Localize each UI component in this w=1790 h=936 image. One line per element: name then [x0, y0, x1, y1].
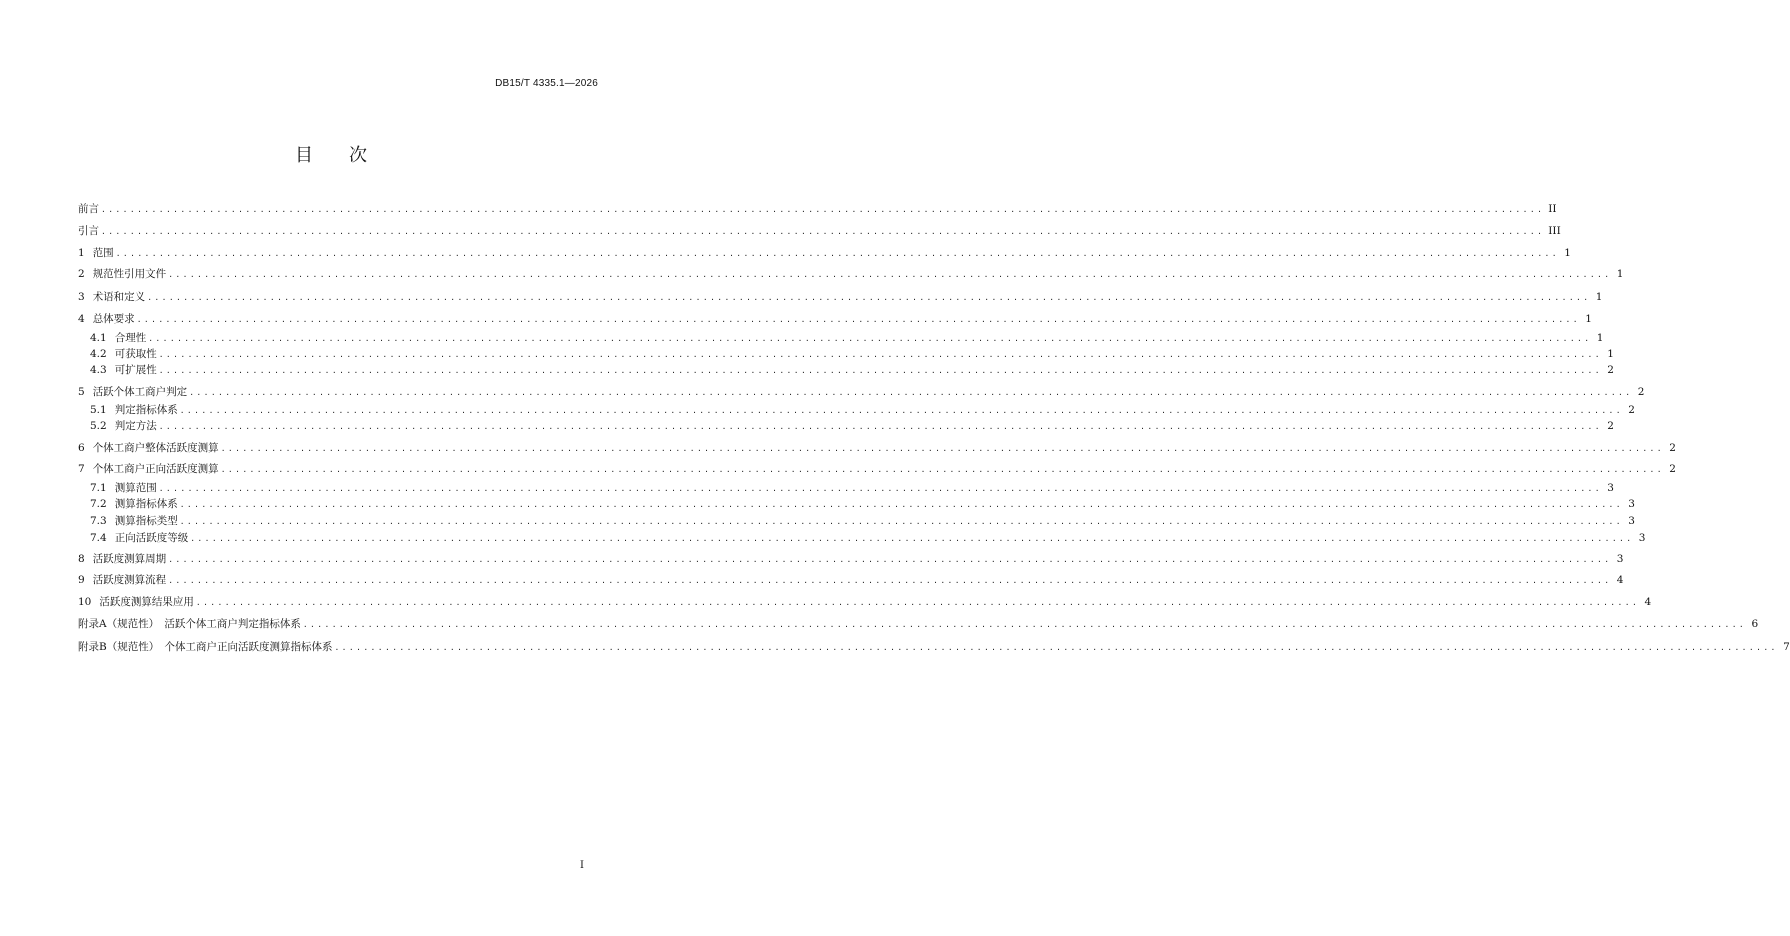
toc-entry-page: 3 — [1628, 515, 1635, 527]
toc-entry-number: 8 — [78, 553, 85, 565]
toc-entry-number: 9 — [78, 574, 85, 586]
toc-leader-dots: ........................................................................................................................................................................................................ — [179, 406, 1623, 415]
toc-entry-page: 2 — [1669, 463, 1676, 475]
toc-entry-label: 附录B（规范性） 个体工商户正向活跃度测算指标体系 — [78, 641, 333, 653]
toc-entry-number: 2 — [78, 268, 85, 280]
toc-entry[interactable] — [78, 266, 1624, 282]
toc-entry-label: 活跃度测算流程 — [92, 574, 167, 586]
toc-entry-page: 7 — [1783, 641, 1790, 653]
toc-leader-dots: ........................................................................................................................................................................................................ — [179, 500, 1623, 509]
toc-leader-dots: ........................................................................................................................................................................................................ — [168, 270, 1612, 279]
toc-entry-label: 测算指标类型 — [114, 515, 178, 527]
toc-entry-label: 判定方法 — [114, 420, 157, 432]
toc-entry-label: 测算指标体系 — [114, 498, 178, 510]
toc-entry-label: 活跃度测算周期 — [92, 553, 167, 565]
toc-entry-page: 1 — [1596, 332, 1604, 344]
toc-entry[interactable] — [78, 223, 1561, 239]
toc-entry-label: 个体工商户整体活跃度测算 — [92, 442, 219, 454]
toc-entry-page: 1 — [1595, 291, 1603, 303]
toc-entry[interactable] — [78, 513, 1635, 529]
toc-leader-dots: ........................................................................................................................................................................................................ — [190, 534, 1634, 543]
toc-leader-dots: ........................................................................................................................................................................................................ — [148, 334, 1592, 343]
toc-entry-label: 正向活跃度等级 — [114, 532, 189, 544]
toc-leader-dots: ........................................................................................................................................................................................................ — [158, 366, 1602, 375]
toc-entry[interactable] — [78, 346, 1614, 362]
toc-entry-page: 2 — [1637, 386, 1645, 398]
toc-leader-dots: ........................................................................................................................................................................................................ — [136, 315, 1580, 324]
toc-entry-number: 4 — [78, 313, 85, 325]
toc-entry-page: 2 — [1607, 420, 1614, 432]
toc-leader-dots: ........................................................................................................................................................................................................ — [220, 465, 1664, 474]
toc-entry[interactable] — [78, 245, 1571, 261]
toc-entry-label: 附录A（规范性） 活跃个体工商户判定指标体系 — [78, 618, 301, 630]
toc-leader-dots: ........................................................................................................................................................................................................ — [115, 249, 1559, 258]
toc-leader-dots: ........................................................................................................................................................................................................ — [158, 484, 1602, 493]
toc-entry-page: 2 — [1607, 364, 1614, 376]
toc-entry-label: 前言 — [78, 203, 99, 215]
toc-entry[interactable] — [78, 639, 1790, 655]
page-number: I — [580, 860, 584, 871]
toc-entry-number: 1 — [78, 247, 85, 259]
toc-entry-label: 可扩展性 — [114, 364, 157, 376]
toc-entry[interactable] — [78, 461, 1676, 477]
toc-entry-label: 可获取性 — [114, 348, 157, 360]
toc-entry-page: 3 — [1616, 553, 1624, 565]
toc-entry-page: 1 — [1585, 313, 1592, 325]
toc-entry[interactable] — [78, 362, 1614, 378]
toc-entry-label: 活跃度测算结果应用 — [99, 596, 194, 608]
toc-entry-page: 2 — [1669, 442, 1676, 454]
toc-leader-dots: ........................................................................................................................................................................................................ — [168, 555, 1612, 564]
toc-entry[interactable] — [78, 496, 1635, 512]
toc-leader-dots: ........................................................................................................................................................................................................ — [179, 517, 1623, 526]
toc-leader-dots: ........................................................................................................................................................................................................ — [168, 576, 1612, 585]
toc-entry[interactable] — [78, 330, 1604, 346]
toc-entry[interactable] — [78, 572, 1624, 588]
toc-entry-number: 4.2 — [90, 348, 107, 360]
toc-entry-page: 2 — [1628, 404, 1635, 416]
toc-entry-label: 术语和定义 — [92, 291, 146, 303]
toc-entry[interactable] — [78, 384, 1645, 400]
toc-entry[interactable] — [78, 402, 1635, 418]
toc-entry-label: 个体工商户正向活跃度测算 — [92, 463, 219, 475]
toc-entry[interactable] — [78, 594, 1652, 610]
toc-entry-label: 总体要求 — [92, 313, 135, 325]
toc-entry[interactable] — [78, 530, 1646, 546]
toc-leader-dots: ........................................................................................................................................................................................................ — [334, 643, 1778, 652]
toc-entry-page: III — [1548, 225, 1561, 237]
toc-entry-number: 7.4 — [90, 532, 107, 544]
toc-entry[interactable] — [78, 616, 1759, 632]
toc-entry-number: 5 — [78, 386, 85, 398]
toc-entry-label: 测算范围 — [114, 482, 157, 494]
toc-entry-page: 3 — [1638, 532, 1646, 544]
toc-entry-number: 7.2 — [90, 498, 107, 510]
toc-entry-page: II — [1548, 203, 1557, 215]
toc-entry-label: 引言 — [78, 225, 99, 237]
toc-entry-number: 7 — [78, 463, 85, 475]
toc-entry-number: 5.2 — [90, 420, 107, 432]
toc-entry-number: 10 — [78, 596, 92, 608]
toc-leader-dots: ........................................................................................................................................................................................................ — [158, 422, 1602, 431]
toc-entry[interactable] — [78, 551, 1624, 567]
toc-title-part1: 目 — [295, 145, 313, 166]
toc-entry[interactable] — [78, 480, 1614, 496]
toc-entry[interactable] — [78, 201, 1557, 217]
toc-entry-label: 判定指标体系 — [114, 404, 178, 416]
toc-entry-number: 7.1 — [90, 482, 107, 494]
toc-leader-dots: ........................................................................................................................................................................................................ — [158, 350, 1602, 359]
toc-leader-dots: ........................................................................................................................................................................................................ — [189, 388, 1633, 397]
toc-leader-dots: ........................................................................................................................................................................................................ — [101, 227, 1545, 236]
toc-entry-page: 1 — [1616, 268, 1624, 280]
toc-entry[interactable] — [78, 311, 1592, 327]
toc-leader-dots: ........................................................................................................................................................................................................ — [101, 205, 1545, 214]
toc-entry-number: 5.1 — [90, 404, 107, 416]
toc-entry-number: 7.3 — [90, 515, 107, 527]
toc-entry-label: 合理性 — [114, 332, 147, 344]
toc-entry-label: 活跃个体工商户判定 — [92, 386, 188, 398]
toc-entry-page: 4 — [1616, 574, 1624, 586]
toc-entry-number: 4.3 — [90, 364, 107, 376]
toc-leader-dots: ........................................................................................................................................................................................................ — [220, 444, 1664, 453]
toc-entry-number: 6 — [78, 442, 85, 454]
document-code: DB15/T 4335.1—2026 — [495, 78, 598, 89]
toc-leader-dots: ........................................................................................................................................................................................................ — [147, 293, 1591, 302]
toc-leader-dots: ........................................................................................................................................................................................................ — [195, 598, 1640, 607]
toc-entry-number: 3 — [78, 291, 85, 303]
toc-entry-page: 6 — [1751, 618, 1759, 630]
toc-entry-page: 3 — [1607, 482, 1614, 494]
toc-entry-page: 4 — [1644, 596, 1652, 608]
toc-entry-number: 4.1 — [90, 332, 107, 344]
toc-entry[interactable] — [78, 440, 1676, 456]
toc-entry-page: 1 — [1607, 348, 1614, 360]
toc-leader-dots: ........................................................................................................................................................................................................ — [302, 620, 1747, 629]
toc-entry[interactable] — [78, 418, 1614, 434]
toc-entry-page: 3 — [1628, 498, 1635, 510]
toc-title-part2: 次 — [349, 145, 367, 166]
toc-entry-label: 范围 — [92, 247, 114, 259]
toc-entry-label: 规范性引用文件 — [92, 268, 167, 280]
toc-title — [0, 141, 662, 167]
toc-entry[interactable] — [78, 289, 1603, 305]
toc-entry-page: 1 — [1564, 247, 1571, 259]
